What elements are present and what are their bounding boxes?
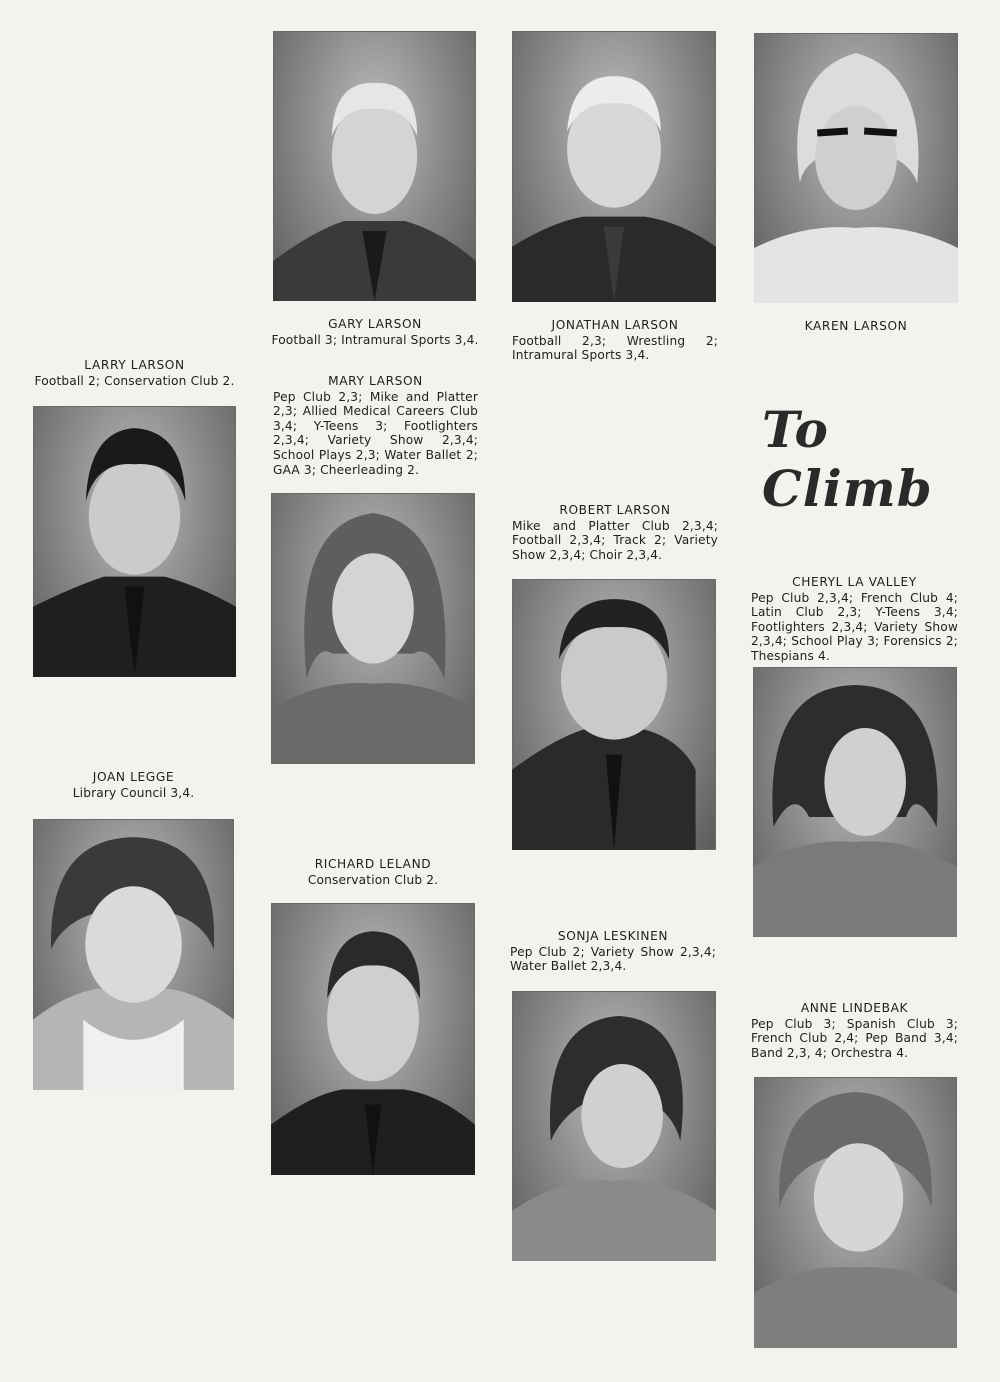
- caption-richard-leland: [271, 857, 475, 887]
- student-name: GARY LARSON: [328, 317, 422, 331]
- caption-karen-larson: [754, 319, 958, 335]
- caption-joan-legge: [33, 770, 234, 800]
- caption-sonja-leskinen: [510, 929, 716, 974]
- caption-robert-larson: [512, 503, 718, 562]
- student-activities: Pep Club 2; Variety Show 2,3,4; Water Ballet 2,3,4.: [510, 944, 716, 974]
- portrait-photo-karen-larson: [754, 33, 958, 303]
- portrait-photo-richard-leland: [271, 903, 475, 1175]
- portrait-photo-gary-larson: [273, 31, 476, 301]
- student-name: SONJA LESKINEN: [557, 929, 669, 943]
- student-activities: Football 3; Intramural Sports 3,4.: [271, 332, 479, 347]
- portrait-photo-robert-larson: [512, 579, 716, 850]
- portrait-photo-mary-larson: [271, 493, 475, 764]
- caption-jonathan-larson: [512, 318, 718, 363]
- student-activities: Pep Club 3; Spanish Club 3; French Club 2,4; Pep Band 3,4; Band 2,3, 4; Orchestra 4.: [751, 1016, 958, 1060]
- caption-mary-larson: [273, 374, 478, 477]
- portrait-photo-joan-legge: [33, 819, 234, 1090]
- portrait-photo-larry-larson: [33, 406, 236, 677]
- student-activities: Pep Club 2,3; Mike and Platter 2,3; Allied Medical Careers Club 3,4; Y-Teens 3; Footlighters 2,3,4; Variety Show 2,3,4; School Plays 2,3; Water Ballet 2; GAA 3; Cheerleading 2.: [273, 389, 478, 477]
- portrait-photo-cheryl-la-valley: [753, 667, 957, 937]
- page-title: To Climb: [762, 400, 933, 518]
- portrait-photo-jonathan-larson: [512, 31, 716, 302]
- student-activities: Pep Club 2,3,4; French Club 4; Latin Club 2,3; Y-Teens 3,4; Footlighters 2,3,4; Variety Show 2,3,4; School Play 3; Forensics 2; Thespians 4.: [751, 590, 958, 663]
- student-name: ROBERT LARSON: [559, 503, 671, 517]
- student-activities: Football 2; Conservation Club 2.: [34, 373, 235, 388]
- caption-gary-larson: [265, 317, 485, 347]
- student-name: KAREN LARSON: [804, 319, 908, 333]
- student-name: JOAN LEGGE: [92, 770, 175, 784]
- student-activities: Conservation Club 2.: [307, 872, 439, 887]
- caption-anne-lindebak: [751, 1001, 958, 1060]
- student-name: RICHARD LELAND: [314, 857, 432, 871]
- student-name: MARY LARSON: [328, 374, 423, 388]
- portrait-photo-sonja-leskinen: [512, 991, 716, 1261]
- student-name: ANNE LINDEBAK: [800, 1001, 909, 1015]
- caption-cheryl-la-valley: [751, 575, 958, 664]
- caption-larry-larson: [22, 358, 247, 388]
- student-name: CHERYL LA VALLEY: [792, 575, 917, 589]
- student-activities: Football 2,3; Wrestling 2; Intramural Sports 3,4.: [512, 333, 718, 363]
- student-name: JONATHAN LARSON: [551, 318, 679, 332]
- student-activities: Mike and Platter Club 2,3,4; Football 2,3,4; Track 2; Variety Show 2,3,4; Choir 2,3,4.: [512, 518, 718, 562]
- portrait-photo-anne-lindebak: [754, 1077, 957, 1348]
- student-activities: Library Council 3,4.: [72, 785, 195, 800]
- student-name: LARRY LARSON: [84, 358, 185, 372]
